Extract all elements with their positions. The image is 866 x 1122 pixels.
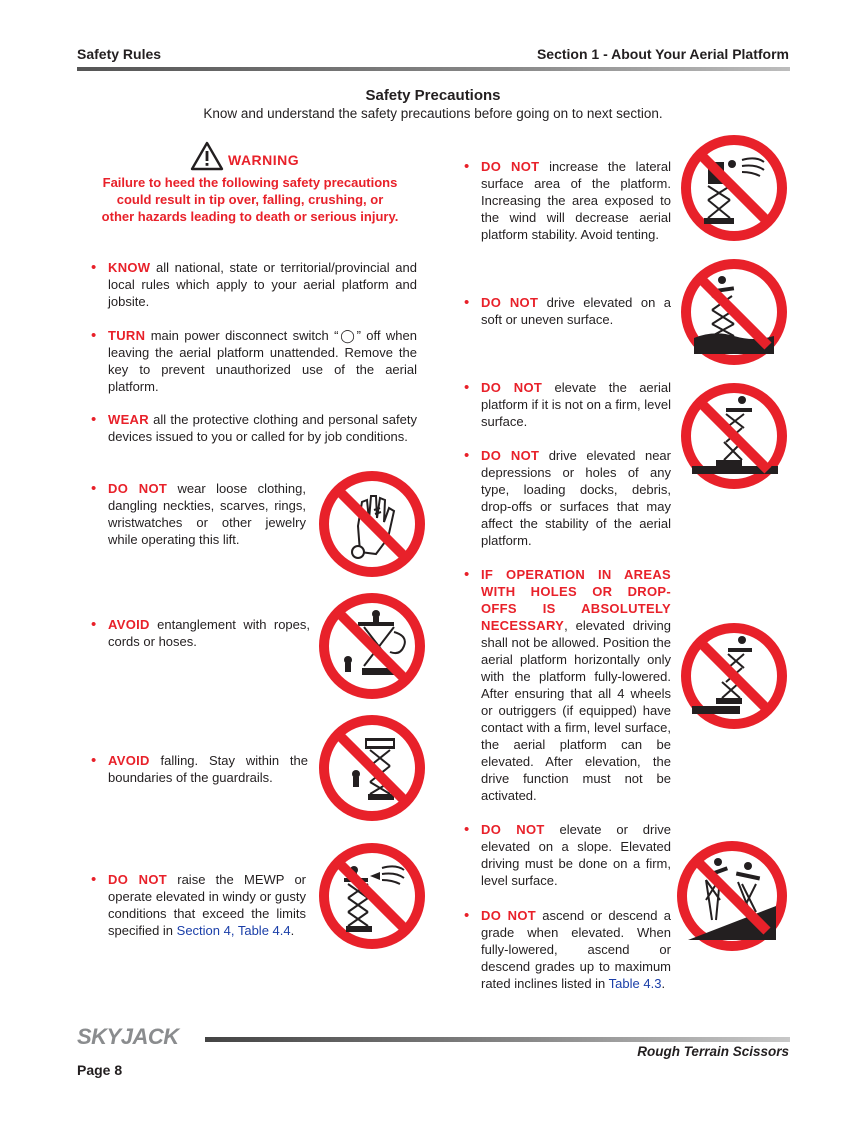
bullet-keyword: KNOW <box>108 260 151 275</box>
prohibition-sign-icon <box>680 134 788 242</box>
bullet-wear <box>108 411 417 445</box>
page-title: Safety Precautions <box>365 87 501 104</box>
bullet-holes-dropoffs <box>481 566 671 804</box>
prohibition-sign-icon <box>318 470 426 578</box>
prohibition-sign-icon <box>676 840 788 952</box>
bullet-text: wear loose clothing, dangling neckties, scarves, rings, wristwatches or other jewelry while operating this lift. <box>108 481 306 547</box>
bullet-text: all the protective clothing and personal safety devices issued to you or called for by job conditions. <box>108 412 417 444</box>
bullet-keyword: DO NOT <box>108 481 168 496</box>
bullet-slope <box>481 821 671 889</box>
bullet-keyword: DO NOT <box>481 380 543 395</box>
prohibition-sign-icon <box>318 592 426 700</box>
bullet-text: ascend or descend a grade when elevated. When fully-lowered, ascend or descend grades up to maximum rated inclines listed in <box>481 908 671 991</box>
footer-divider <box>205 1037 790 1042</box>
bullet-keyword: DO NOT <box>481 159 540 174</box>
warning-header <box>190 141 299 171</box>
header-divider <box>77 67 790 71</box>
bullet-falling <box>108 752 308 786</box>
bullet-text-end: . <box>661 976 666 991</box>
bullet-text: all national, state or territorial/provincial and local rules which apply to your aerial platform and jobsite. <box>108 260 417 309</box>
bullet-text: increase the lateral surface area of the platform. Increasing the area exposed to the wind will decrease aerial platform stability. Avoid tenting. <box>481 159 671 242</box>
header-right: Section 1 - About Your Aerial Platform <box>536 46 789 62</box>
bullet-loose-clothing <box>108 480 306 548</box>
bullet-text: raise the MEWP or operate elevated in windy or gusty conditions that exceed the limits specified in <box>108 872 306 938</box>
bullet-keyword: AVOID <box>108 617 150 632</box>
product-name: Rough Terrain Scissors <box>637 1044 789 1059</box>
warning-label: WARNING <box>228 152 300 168</box>
bullet-text-end: . <box>290 923 295 938</box>
bullet-keyword: IF OPERATION IN AREAS WITH HOLES OR DROP-OFFS IS ABSOLUTELY NECESSARY <box>481 567 671 633</box>
bullet-entanglement <box>108 616 310 650</box>
bullet-text: elevate or drive elevated on a slope. Elevated driving must be done on a firm, level surface. <box>481 822 671 888</box>
skyjack-logo: SKYJACK <box>77 1024 179 1049</box>
bullet-grade <box>481 907 671 992</box>
table-4-3-link[interactable]: Table 4.3 <box>608 976 662 991</box>
prohibition-sign-icon <box>318 842 426 950</box>
prohibition-sign-icon <box>680 258 788 366</box>
bullet-text: drive elevated on a soft or uneven surface. <box>481 295 671 327</box>
prohibition-sign-icon <box>680 382 788 490</box>
bullet-keyword: DO NOT <box>481 295 539 310</box>
power-off-symbol: ◯ <box>338 328 357 343</box>
bullet-text: falling. Stay within the boundaries of the guardrails. <box>108 753 308 785</box>
header-left: Safety Rules <box>77 46 162 62</box>
warning-text: Failure to heed the following safety precautions could result in tip over, falling, crushing, or other hazards leading to death or serious injury. <box>101 175 399 224</box>
bullet-text: main power disconnect switch “ <box>145 328 339 343</box>
bullet-keyword: DO NOT <box>108 872 167 887</box>
section-4-table-4-4-link[interactable]: Section 4, Table 4.4 <box>176 923 291 938</box>
warning-triangle-icon <box>190 141 224 171</box>
bullet-know <box>108 259 417 310</box>
page-subtitle: Know and understand the safety precautions before going on to next section. <box>203 106 663 121</box>
bullet-text: entanglement with ropes, cords or hoses. <box>108 617 310 649</box>
bullet-turn <box>108 327 417 395</box>
page-number: Page 8 <box>77 1062 123 1078</box>
bullet-text-continued: ” off when leaving the aerial platform unattended. Remove the key to prevent unauthorized use of the aerial platform. <box>108 328 417 394</box>
prohibition-sign-icon <box>680 622 788 730</box>
bullet-keyword: DO NOT <box>481 908 537 923</box>
bullet-keyword: WEAR <box>108 412 149 427</box>
bullet-firm-level <box>481 379 671 430</box>
prohibition-sign-icon <box>318 714 426 822</box>
bullet-lateral-area <box>481 158 671 243</box>
bullet-soft-surface <box>481 294 671 328</box>
bullet-depressions <box>481 447 671 549</box>
bullet-text: drive elevated near depressions or holes of any type, loading docks, debris, drop-offs or surfaces that may affect the stability of the aerial platform. <box>481 448 671 548</box>
bullet-keyword: DO NOT <box>481 448 540 463</box>
bullet-text: , elevated driving shall not be allowed. Position the aerial platform horizontally only with the platform fully-lowered. After ensuring that all 4 wheels or outriggers (if equipped) have contact with a firm, level surface, the aerial platform can be elevated. After elevation, the drive function must not be activated. <box>481 618 671 803</box>
bullet-keyword: TURN <box>108 328 146 343</box>
bullet-text: elevate the aerial platform if it is not on a firm, level surface. <box>481 380 672 429</box>
bullet-keyword: DO NOT <box>481 822 545 837</box>
bullet-windy <box>108 871 306 939</box>
bullet-keyword: AVOID <box>108 753 150 768</box>
